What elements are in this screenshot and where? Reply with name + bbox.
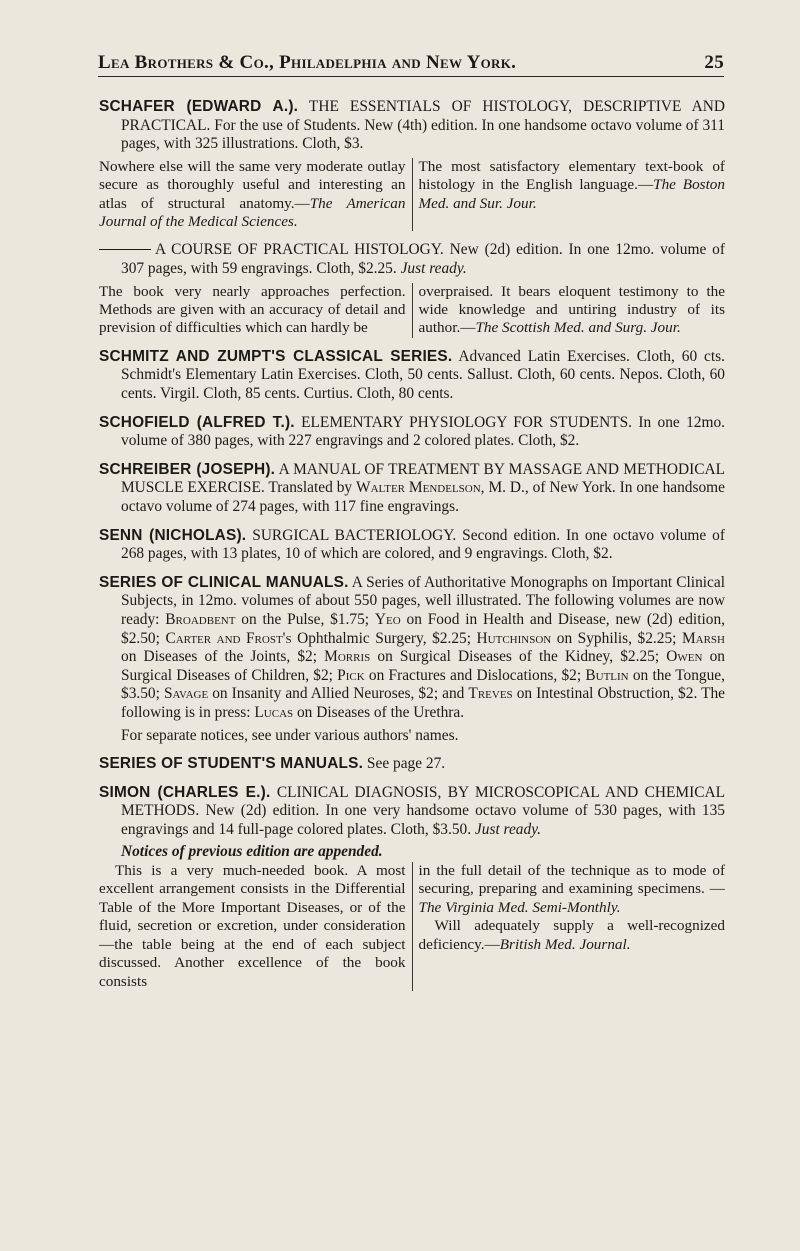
volume-description: on Insanity and Allied Neuroses, $2; and xyxy=(208,685,469,703)
author-name: SCHAFER (EDWARD A.). xyxy=(99,98,299,115)
status-label: Just ready. xyxy=(400,260,467,277)
review-source: The Boston Med. and Sur. Jour. xyxy=(418,176,725,212)
review-text: This is a very much-needed book. A most excellent arrangement consists in the Differential Table of the More Important Diseases, or of the fluid, secretion or excretion, under consideration—the table being at the end of each subject discussed. Another excellence of the book consists xyxy=(99,862,406,990)
note-text: For separate notices, see under various authors' names. xyxy=(121,726,459,744)
volume-author: Carter and Frost's xyxy=(165,629,292,647)
author-name: SERIES OF STUDENT'S MANUALS. xyxy=(99,755,364,773)
entry-schreiber xyxy=(99,461,725,517)
entry-text: See page 27. xyxy=(363,755,446,773)
review-right xyxy=(412,283,726,338)
review-left xyxy=(99,283,412,338)
review-source: The Virginia Med. Semi-Monthly. xyxy=(418,898,621,916)
entry-schafer xyxy=(99,98,725,154)
entry-text: A Series of Authoritative Monographs on Important Clinical Subjects, in 12mo. volumes of about 550 pages, well illustrated. The following volumes are now ready: xyxy=(121,573,725,628)
review-right xyxy=(412,158,726,232)
publisher-header: Lea Brothers & Co., Philadelphia and New York. xyxy=(98,52,517,73)
entry-practical-histology xyxy=(99,241,725,278)
author-name: SERIES OF CLINICAL MANUALS. xyxy=(99,573,349,591)
entry-text: SURGICAL BACTERIOLOGY. Second edition. In one octavo volume of 268 pages, with 13 plates, 10 of which are colored, and 9 engravings. Cloth, $2. xyxy=(121,526,726,563)
volume-author: Pick xyxy=(337,666,365,684)
volume-author: Hutchinson xyxy=(476,629,552,647)
volume-author: Treves xyxy=(468,685,513,703)
running-head xyxy=(98,48,724,77)
entry-text: A COURSE OF PRACTICAL HISTOLOGY. New (2d) edition. In one 12mo. volume of 307 pages, with 59 engravings. Cloth, $2.25. xyxy=(121,241,725,277)
author-name: SENN (NICHOLAS). xyxy=(99,526,247,544)
entry-simon xyxy=(99,784,725,840)
author-name: SCHREIBER (JOSEPH). xyxy=(99,460,276,478)
review-text: Will adequately supply a well-recognized deficiency.— xyxy=(418,917,725,953)
review-left xyxy=(99,158,412,232)
review-source: The American Journal of the Medical Sciences. xyxy=(99,194,406,230)
volume-description: on Diseases of the Urethra. xyxy=(293,703,465,721)
entry-schmitz-zumpt xyxy=(99,348,725,404)
page-number: 25 xyxy=(704,52,724,73)
review-source: The Scottish Med. and Surg. Jour. xyxy=(475,319,681,337)
review-text: overpraised. It bears eloquent testimony to the wide knowledge and untiring industry of its author.— xyxy=(418,282,725,337)
notices-heading: Notices of previous edition are appended. xyxy=(121,843,383,861)
volume-description: on Syphilis, $2.25; xyxy=(551,629,682,647)
entry-text: ELEMENTARY PHYSIOLOGY FOR STUDENTS. In one 12mo. volume of 380 pages, with 227 engravings and 2 colored plates. Cloth, $2. xyxy=(121,413,725,450)
status-label: Just ready. xyxy=(474,820,542,838)
review-columns xyxy=(99,862,725,991)
volume-list xyxy=(121,611,725,721)
author-name: SCHMITZ AND ZUMPT'S CLASSICAL SERIES. xyxy=(99,347,453,365)
ditto-rule xyxy=(99,249,151,250)
review-source: British Med. Journal. xyxy=(499,935,631,953)
volume-author: Yeo xyxy=(374,610,401,628)
volume-author: Owen xyxy=(666,648,703,666)
volume-description: Ophthalmic Surgery, $2.25; xyxy=(291,629,477,647)
volume-author: Butlin xyxy=(585,666,629,684)
volume-description: on the Tongue, $3.50; xyxy=(121,666,725,703)
volume-author: Morris xyxy=(324,648,371,666)
volume-description: on Fractures and Dislocations, $2; xyxy=(364,666,586,684)
volume-author: Broadbent xyxy=(165,610,236,628)
review-text: The book very nearly approaches perfection. Methods are given with an accuracy of detail and prevision of difficulties which can hardly be xyxy=(99,282,406,337)
volume-description: on Intestinal Obstruction, $2. The following is in press: xyxy=(121,685,725,721)
review-text: Nowhere else will the same very moderate outlay secure as thoroughly useful and interesting an atlas of structural anatomy.— xyxy=(99,157,406,212)
entry-text: THE ESSENTIALS OF HISTOLOGY, DESCRIPTIVE AND PRACTICAL. For the use of Students. New (4th) edition. In one handsome octavo volume of 311 pages, with 325 illustrations. Cloth, $3. xyxy=(121,98,725,153)
translator-name: Walter Mendelson xyxy=(356,479,481,497)
entry-senn xyxy=(99,527,725,564)
volume-author: Marsh xyxy=(681,629,725,647)
volume-description: on Surgical Diseases of the Kidney, $2.25; xyxy=(370,648,667,666)
volume-description: on Food in Health and Disease, new (2d) edition, $2.50; xyxy=(121,610,725,647)
volume-description: on Surgical Diseases of Children, $2; xyxy=(121,648,725,684)
catalog-body xyxy=(99,98,725,1001)
entry-text: CLINICAL DIAGNOSIS, BY MICROSCOPICAL AND CHEMICAL METHODS. New (2d) edition. In one very handsome octavo volume of 530 pages, with 135 engravings and 14 full-page colored plates. Cloth, $3.50. xyxy=(121,783,725,838)
review-left xyxy=(99,862,412,991)
entry-text: A MANUAL OF TREATMENT BY MASSAGE AND METHODICAL MUSCLE EXERCISE. Translated by xyxy=(121,460,725,497)
entry-text: Advanced Latin Exercises. Cloth, 60 cts. Schmidt's Elementary Latin Exercises. Cloth, 50 cents. Sallust. Cloth, 60 cents. Nepos. Cloth, 60 cents. Virgil. Cloth, 85 cents. Curtius. Cloth, 80 cents. xyxy=(121,347,725,402)
volume-description: on the Pulse, $1.75; xyxy=(235,610,375,628)
volume-description: on Diseases of the Joints, $2; xyxy=(121,648,325,666)
review-columns xyxy=(99,283,725,338)
entry-clinical-manuals xyxy=(99,574,725,723)
clinical-manuals-note xyxy=(99,727,725,746)
author-name: SIMON (CHARLES E.). xyxy=(99,783,271,801)
review-text: The most satisfactory elementary text-book of histology in the English language.— xyxy=(418,157,725,194)
review-text: in the full detail of the technique as to mode of securing, preparing and examining specimens. — xyxy=(418,862,725,898)
review-paragraph xyxy=(419,917,726,954)
entry-schofield xyxy=(99,414,725,451)
review-columns xyxy=(99,158,725,232)
entry-text: , M. D., of New York. In one handsome octavo volume of 274 pages, with 117 fine engravings. xyxy=(121,479,725,515)
author-name: SCHOFIELD (ALFRED T.). xyxy=(99,413,295,431)
review-right xyxy=(412,862,726,991)
volume-author: Savage xyxy=(163,685,209,703)
entry-students-manuals xyxy=(99,755,725,774)
volume-author: Lucas xyxy=(254,703,294,721)
